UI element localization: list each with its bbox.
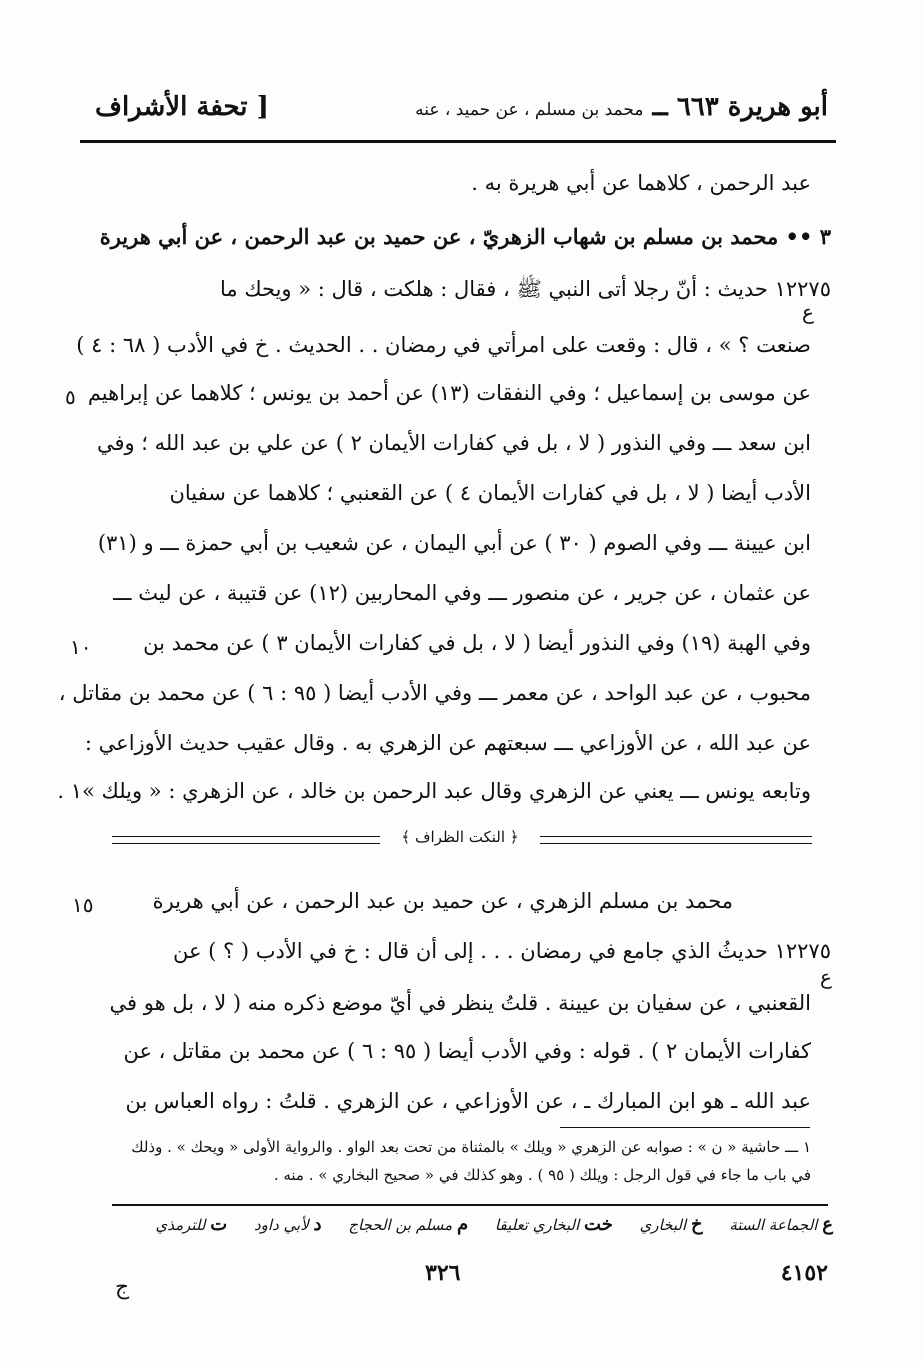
body-line-10: وفي الهبة (١٩) وفي النذور أيضا ( لا ، بل في كفارات الأيمان ٣ ) عن محمد بن	[143, 631, 811, 655]
legend-code: م	[456, 1214, 469, 1235]
body-line-6: ابن سعد ـــ وفي النذور ( لا ، بل في كفارات الأيمان ٢ ) عن علي بن عبد الله ؛ وفي	[96, 431, 811, 455]
siglum-legend	[103, 1214, 833, 1235]
body-line-9: عن عثمان ، عن جرير ، عن منصور ـــ وفي المحاربين (١٢) عن قتيبة ، عن ليث ـــ	[113, 581, 811, 605]
legend-code: خت	[584, 1214, 613, 1235]
body-line-5: عن موسى بن إسماعيل ؛ وفي النفقات (١٣) عن أحمد بن يونس ؛ كلاهما عن إبراهيم	[87, 381, 811, 405]
header-book-title: [ تحفة الأشراف	[95, 92, 269, 122]
legend-code: ع	[822, 1214, 833, 1235]
nukat-isnad: محمد بن مسلم الزهري ، عن حميد بن عبد الرحمن ، عن أبي هريرة	[152, 889, 733, 913]
legend-code: ت	[210, 1214, 228, 1235]
margin-line-number-5: ٥	[65, 385, 76, 409]
body-line-8: ابن عيينة ـــ وفي الصوم ( ٣٠ ) عن أبي اليمان ، عن شعيب بن أبي حمزة ـــ و (٣١)	[97, 531, 811, 555]
signature-mark: ج	[115, 1275, 130, 1300]
legend-code: د	[313, 1214, 322, 1235]
header-isnad: محمد بن مسلم ، عن حميد ، عنه	[415, 100, 644, 120]
legend-item	[348, 1216, 468, 1234]
body-line-12: عن عبد الله ، عن الأوزاعي ـــ سبعتهم عن الزهري به . وقال عقيب حديث الأوزاعي :	[84, 731, 811, 755]
margin-line-number-10: ١٠	[70, 635, 92, 659]
margin-line-number-15: ١٥	[72, 893, 94, 917]
legend-text: البخاري تعليقا	[494, 1216, 580, 1234]
legend-rule	[112, 1204, 828, 1206]
body-line-4: صنعت ؟ » ، قال : وقعت على امرأتي في رمضان . . الحديث . خ في الأدب ( ٦٨ : ٤ )	[76, 333, 811, 357]
body-line-1: عبد الرحمن ، كلاهما عن أبي هريرة به .	[471, 171, 811, 195]
margin-symbol-ayn-2: ع	[820, 965, 832, 989]
legend-item	[640, 1216, 703, 1234]
nukat-line-3: القعنبي ، عن سفيان بن عيينة . قلتُ ينظر في أيّ موضع ذكره منه ( لا ، بل هو في	[109, 991, 811, 1015]
legend-item	[254, 1216, 322, 1234]
nukat-line-4: كفارات الأيمان ٢ ) . قوله : وفي الأدب أيضا ( ٩٥ : ٦ ) عن محمد بن مقاتل ، عن	[123, 1039, 811, 1063]
running-header-right	[415, 92, 828, 122]
footnote-line-1: ١ ـــ حاشية « ن » : صوابه عن الزهري « ويلك » بالمثناة من تحت بعد الواو . والرواية الأولى « ويحك » . وذلك	[131, 1138, 811, 1156]
legend-item	[729, 1216, 833, 1234]
footnote-line-2: في باب ما جاء في قول الرجل : ويلك ( ٩٥ ) . وهو كذلك في « صحيح البخاري » . منه .	[273, 1166, 811, 1184]
footnote-rule	[560, 1127, 810, 1128]
nukat-hadith-entry: ١٢٢٧٥ حديثُ الذي جامع في رمضان . . . إلى أن قال : خ في الأدب ( ؟ ) عن	[172, 939, 831, 963]
body-line-7: الأدب أيضا ( لا ، بل في كفارات الأيمان ٤ ) عن القعنبي ؛ كلاهما عن سفيان	[169, 481, 811, 505]
legend-text: لأبي داود	[253, 1216, 309, 1234]
body-line-11: محبوب ، عن عبد الواحد ، عن معمر ـــ وفي الأدب أيضا ( ٩٥ : ٦ ) عن محمد بن مقاتل ،	[58, 681, 811, 705]
legend-text: للترمذي	[155, 1216, 206, 1234]
legend-text: البخاري	[639, 1216, 687, 1234]
header-rule	[80, 140, 836, 143]
legend-item	[155, 1216, 227, 1234]
hadith-entry-line: ١٢٢٧٥ حديث : أنّ رجلا أتى النبي ﷺ ، فقال : هلكت ، قال : « ويحك ما	[220, 277, 831, 301]
volume-part-number: ٤١٥٢	[780, 1260, 828, 1286]
body-line-13: وتابعه يونس ـــ يعني عن الزهري وقال عبد الرحمن بن خالد ، عن الزهري : « ويلك »١ .	[57, 779, 811, 803]
margin-symbol-ayn: ع	[802, 300, 814, 324]
page-number: ٣٢٦	[425, 1260, 461, 1286]
header-chapter-title: أبو هريرة ٦٦٣ ــ	[652, 92, 828, 122]
nukat-line-5: عبد الله ـ هو ابن المبارك ـ ، عن الأوزاعي ، عن الزهري . قلتُ : رواه العباس بن	[125, 1089, 811, 1113]
section-divider-label: ﴿ النكت الظراف ﴾	[380, 828, 540, 846]
legend-item	[495, 1216, 613, 1234]
legend-text: الجماعة الستة	[729, 1216, 818, 1234]
legend-text: مسلم بن الحجاج	[348, 1216, 453, 1234]
isnad-heading: ٣ •• محمد بن مسلم بن شهاب الزهريّ ، عن حميد بن عبد الرحمن ، عن أبي هريرة	[99, 224, 831, 249]
legend-code: خ	[690, 1214, 703, 1235]
